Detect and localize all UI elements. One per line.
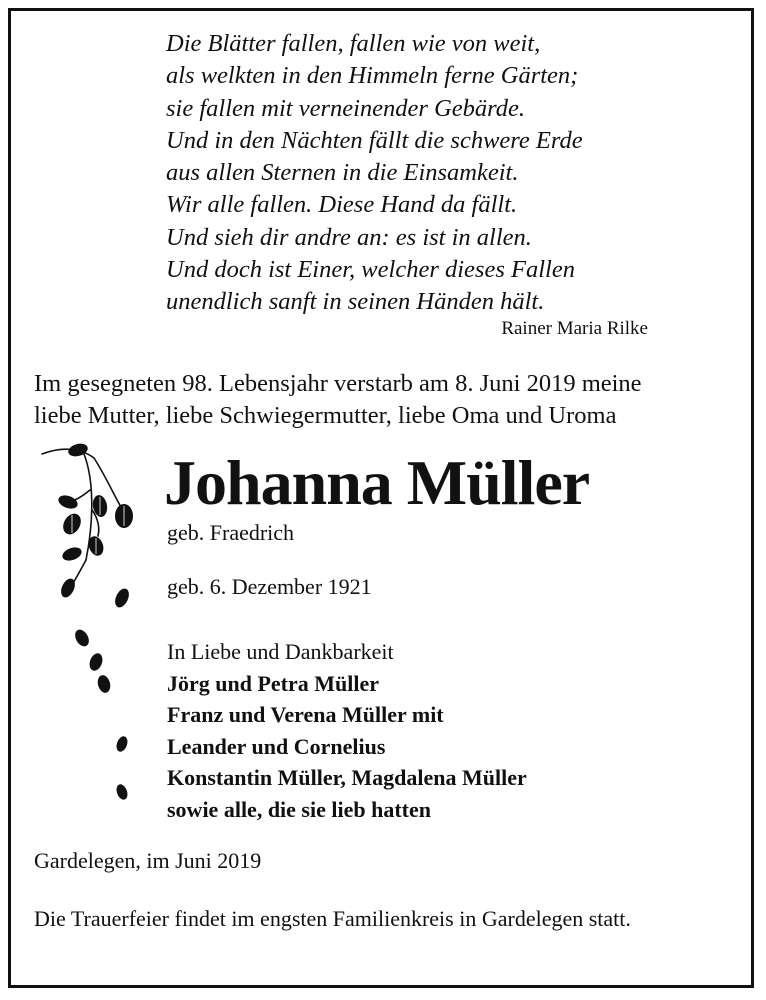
poem-line: als welkten in den Himmeln ferne Gärten; [166, 62, 579, 90]
announcement-line: liebe Mutter, liebe Schwiegermutter, liebe Oma und Uroma [34, 402, 617, 429]
poem-line: Wir alle fallen. Diese Hand da fällt. [166, 191, 518, 219]
mourner-name: Leander und Cornelius [167, 733, 386, 759]
mourner-name: Konstantin Müller, Magdalena Müller [167, 765, 527, 790]
announcement [34, 368, 642, 432]
mourners-intro: In Liebe und Dankbarkeit [167, 639, 394, 664]
mourner-name: Jörg und Petra Müller [167, 670, 380, 696]
service-note: Die Trauerfeier findet im engsten Familienkreis in Gardelegen statt. [34, 906, 631, 931]
poem-line: sie fallen mit verneinender Gebärde. [166, 94, 526, 122]
poem-line: Und doch ist Einer, welcher dieses Fallen [166, 256, 575, 284]
poem-line: Und sieh dir andre an: es ist in allen. [166, 223, 532, 251]
deceased-name: Johanna Müller [164, 447, 590, 518]
poem-line: Und in den Nächten fällt die schwere Erde [166, 126, 583, 154]
announcement-line: Im gesegneten 98. Lebensjahr verstarb am 8. Juni 2019 meine [34, 370, 642, 397]
mourner-name: sowie alle, die sie lieb hatten [167, 796, 431, 822]
maiden-name: geb. Fraedrich [167, 520, 295, 545]
poem-author: Rainer Maria Rilke [501, 318, 648, 339]
poem-line: Die Blätter fallen, fallen wie von weit, [166, 30, 541, 57]
mourners [167, 636, 527, 825]
place-date: Gardelegen, im Juni 2019 [34, 848, 262, 873]
poem-line: unendlich sanft in seinen Händen hält. [166, 288, 545, 316]
mourner-name: Franz und Verena Müller mit [167, 702, 444, 727]
leaf-branch-icon [38, 440, 148, 830]
birth-date: geb. 6. Dezember 1921 [167, 574, 372, 599]
poem [166, 28, 583, 319]
poem-line: aus allen Sternen in die Einsamkeit. [166, 159, 519, 187]
